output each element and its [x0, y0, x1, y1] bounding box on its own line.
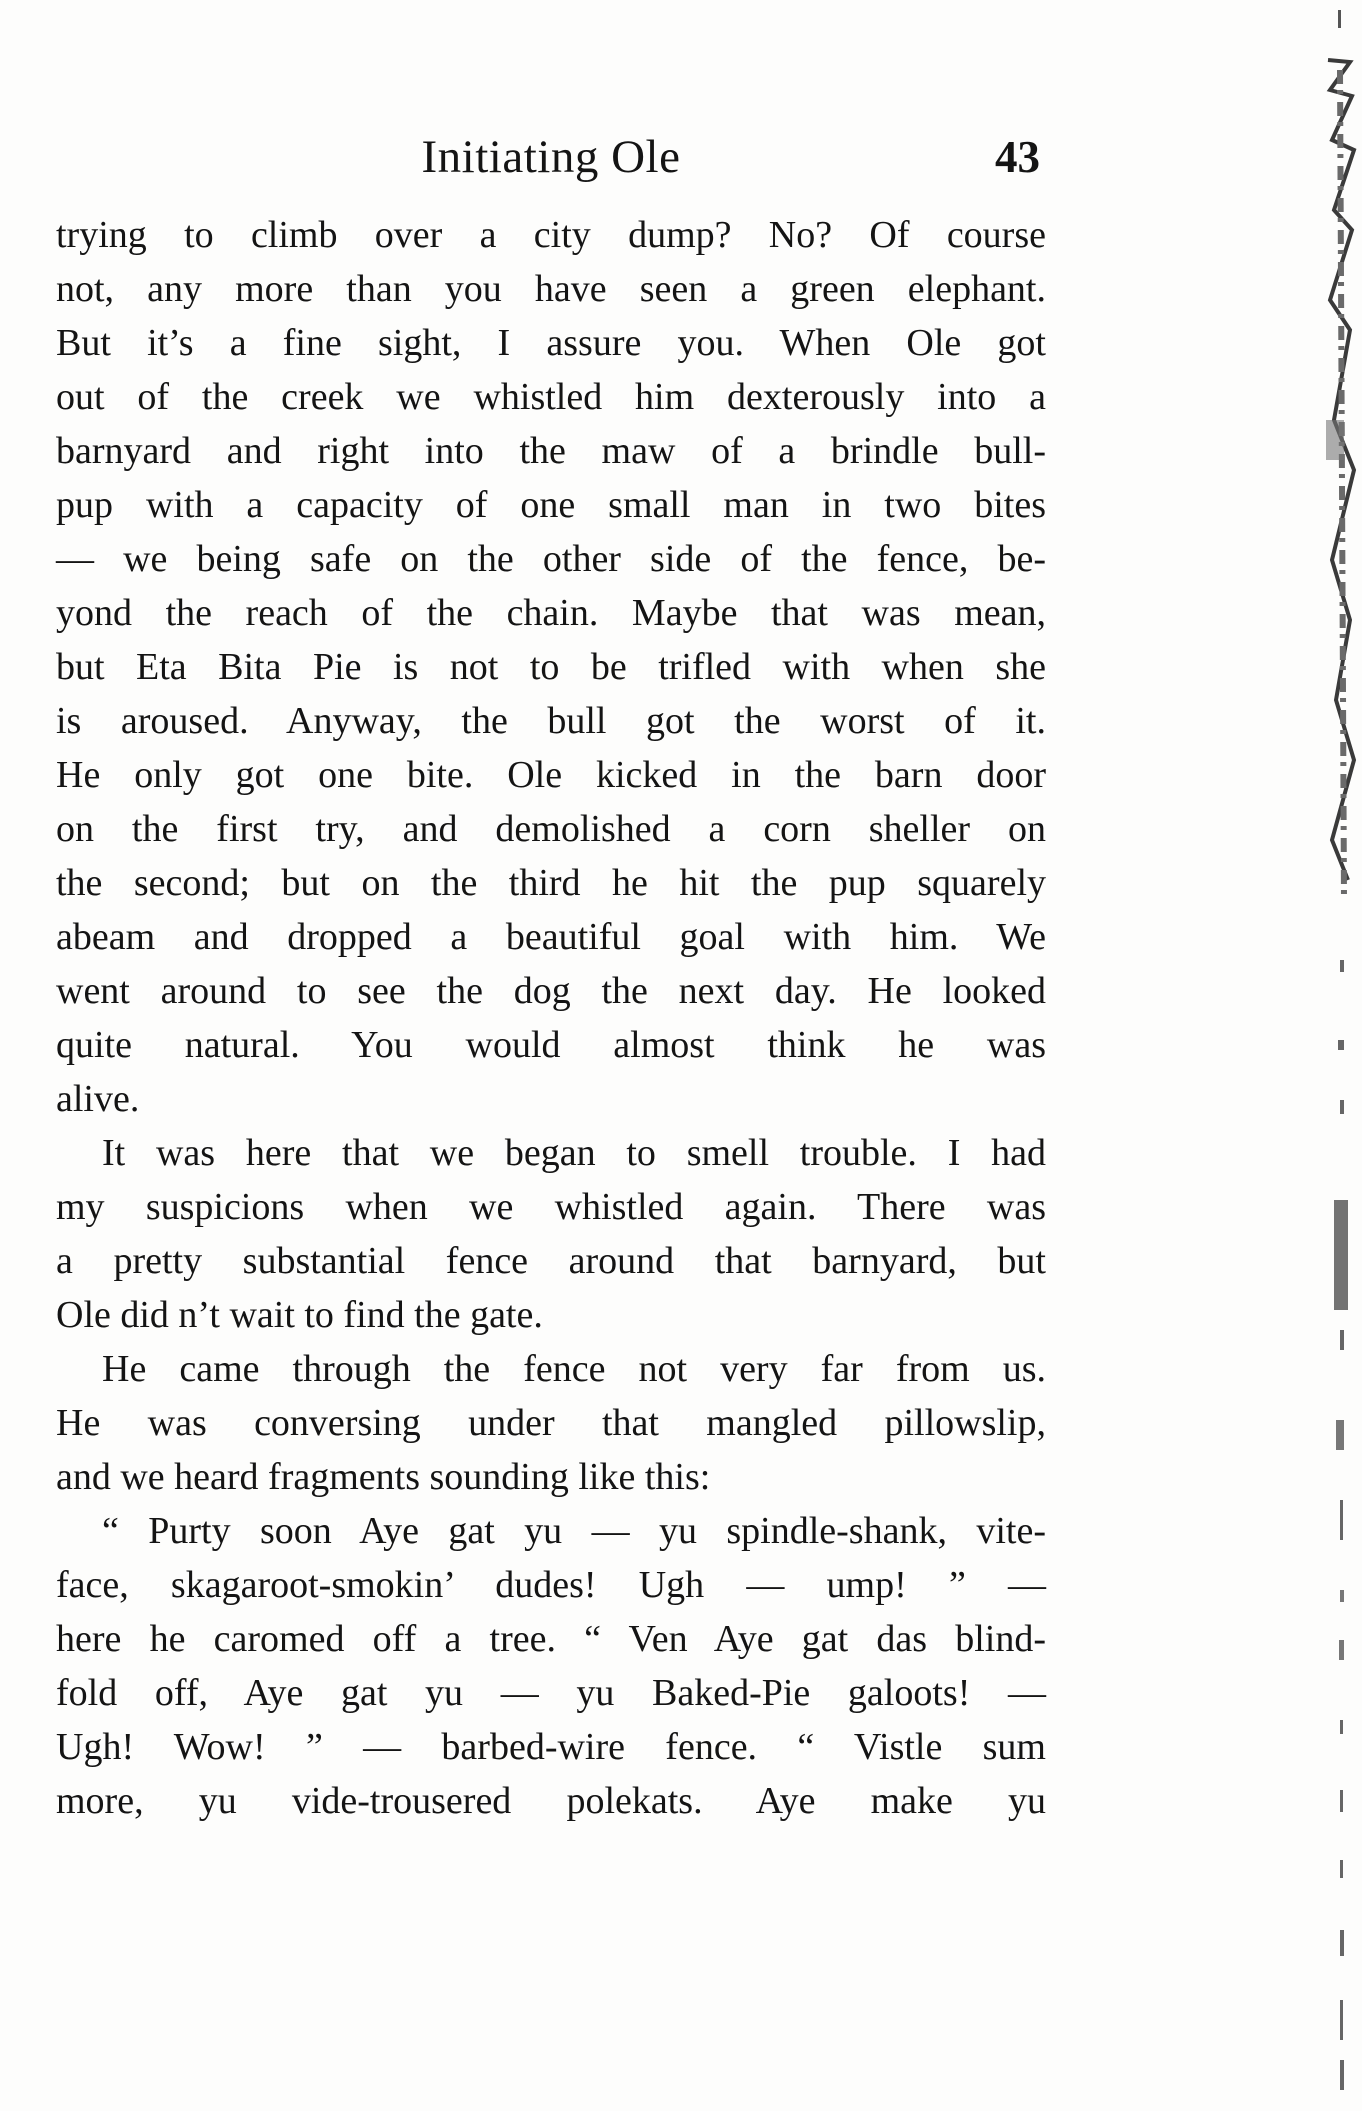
text-line: my suspicions when we whistled again. There was	[56, 1186, 1046, 1228]
body-text	[56, 208, 1046, 1828]
text-line: is aroused. Anyway, the bull got the worst of it.	[56, 700, 1046, 742]
text-line: out of the creek we whistled him dexterously into a	[56, 376, 1046, 418]
text-line: barnyard and right into the maw of a brindle bull-	[56, 430, 1046, 472]
text-line: abeam and dropped a beautiful goal with him. We	[56, 916, 1046, 958]
text-line: but Eta Bita Pie is not to be trifled with when she	[56, 646, 1046, 688]
text-line: But it’s a fine sight, I assure you. When Ole got	[56, 322, 1046, 364]
text-line: He was conversing under that mangled pillowslip,	[56, 1402, 1046, 1444]
text-line: a pretty substantial fence around that barnyard, but	[56, 1240, 1046, 1282]
text-line: He came through the fence not very far from us.	[102, 1348, 1046, 1390]
text-line: “ Purty soon Aye gat yu — yu spindle-shank, vite-	[102, 1510, 1046, 1552]
text-line: and we heard fragments sounding like this:	[56, 1456, 711, 1498]
text-line: not, any more than you have seen a green elephant.	[56, 268, 1046, 310]
text-line: yond the reach of the chain. Maybe that was mean,	[56, 592, 1046, 634]
text-line: fold off, Aye gat yu — yu Baked-Pie galoots! —	[56, 1672, 1046, 1714]
text-line: on the first try, and demolished a corn sheller on	[56, 808, 1046, 850]
running-head	[56, 122, 1046, 192]
text-line: Ole did n’t wait to find the gate.	[56, 1294, 543, 1336]
scan-gutter-noise	[1320, 0, 1362, 2111]
text-line: quite natural. You would almost think he was	[56, 1024, 1046, 1066]
text-line: here he caromed off a tree. “ Ven Aye gat das blind-	[56, 1618, 1046, 1660]
text-line: face, skagaroot-smokin’ dudes! Ugh — ump! ” —	[56, 1564, 1046, 1606]
scan-noise-graphic	[1320, 0, 1362, 2111]
text-line: more, yu vide-trousered polekats. Aye make yu	[56, 1780, 1046, 1822]
text-line: He only got one bite. Ole kicked in the barn door	[56, 754, 1046, 796]
text-line: went around to see the dog the next day. He looked	[56, 970, 1046, 1012]
page-number: 43	[995, 132, 1040, 182]
text-line: trying to climb over a city dump? No? Of course	[56, 214, 1046, 256]
text-line: the second; but on the third he hit the pup squarely	[56, 862, 1046, 904]
text-line: It was here that we began to smell trouble. I had	[102, 1132, 1046, 1174]
text-line: pup with a capacity of one small man in two bites	[56, 484, 1046, 526]
running-title: Initiating Ole	[421, 131, 681, 183]
text-line: — we being safe on the other side of the fence, be-	[56, 538, 1046, 580]
text-line: alive.	[56, 1078, 140, 1120]
text-line: Ugh! Wow! ” — barbed-wire fence. “ Vistle sum	[56, 1726, 1046, 1768]
